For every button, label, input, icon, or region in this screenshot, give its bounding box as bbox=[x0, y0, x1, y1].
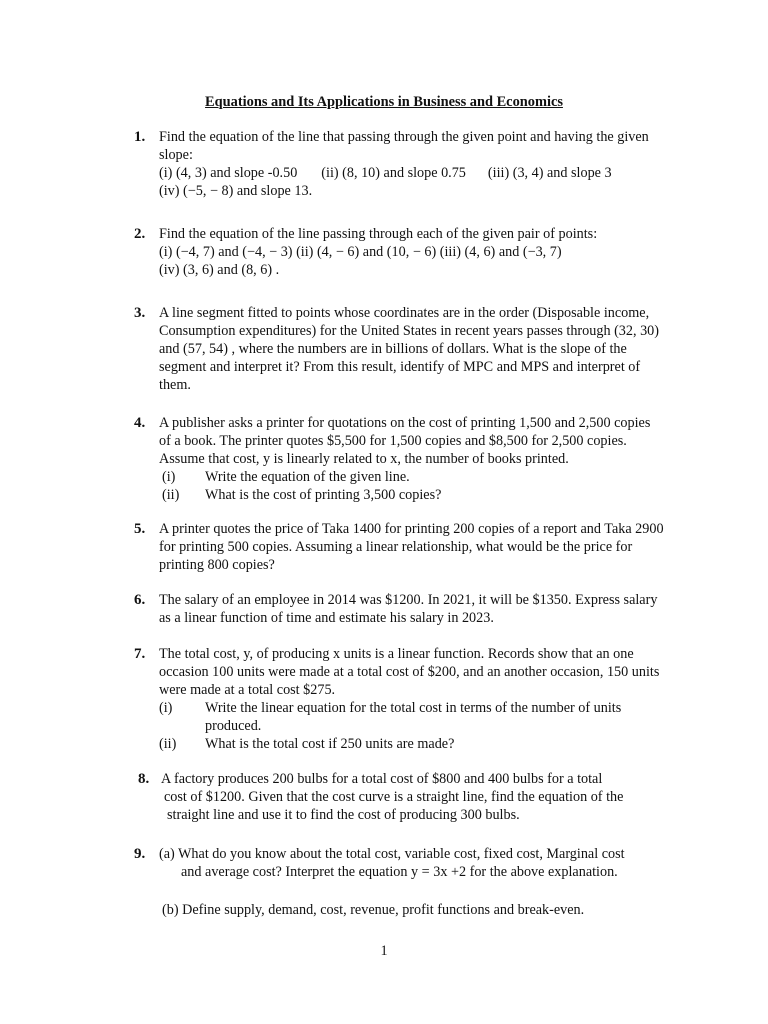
option-ii: (ii) (8, 10) and slope 0.75 bbox=[321, 165, 466, 181]
option-iv: (iv) (−5, − 8) and slope 13. bbox=[159, 183, 313, 199]
sub-question bbox=[159, 735, 664, 753]
question-text: A publisher asks a printer for quotations on the cost of printing 1,500 and 2,500 copies of a book. The printer quotes $5,500 for 1,500 copies and $8,500 for 2,500 copies. Assume that cost, y is linearly related to x, the number of books printed. bbox=[159, 415, 651, 467]
sub-label: (ii) bbox=[159, 736, 177, 752]
option-iii: (iii) (3, 4) and slope 3 bbox=[487, 165, 612, 181]
sub-text: What is the cost of printing 3,500 copies? bbox=[205, 487, 442, 503]
question-8 bbox=[138, 770, 668, 824]
question-5 bbox=[134, 520, 664, 574]
question-1 bbox=[134, 128, 664, 200]
question-text: The total cost, y, of producing x units is a linear function. Records show that an one occasion 100 units were made at a total cost of $200, and an another occasion, 150 units were made at a total cost $275. bbox=[159, 646, 660, 698]
question-6 bbox=[134, 591, 664, 627]
question-text-line: straight line and use it to find the cost of producing 300 bulbs. bbox=[167, 807, 520, 823]
question-number: 8. bbox=[138, 771, 150, 787]
question-number: 7. bbox=[134, 646, 146, 662]
question-number: 1. bbox=[134, 129, 146, 145]
page-title: Equations and Its Applications in Business and Economics bbox=[205, 94, 563, 110]
question-text-line: cost of $1200. Given that the cost curve is a straight line, find the equation of the bbox=[164, 789, 624, 805]
question-text-line: A factory produces 200 bulbs for a total cost of $800 and 400 bulbs for a total bbox=[161, 771, 603, 787]
sub-label: (i) bbox=[162, 469, 176, 485]
part-a-line: (a) What do you know about the total cost, variable cost, fixed cost, Marginal cost bbox=[159, 846, 625, 862]
question-number: 3. bbox=[134, 305, 146, 321]
option-row bbox=[159, 164, 664, 182]
sub-question bbox=[159, 486, 664, 504]
sub-text: Write the linear equation for the total cost in terms of the number of units produced. bbox=[205, 700, 622, 734]
sub-label: (i) bbox=[159, 700, 173, 716]
sub-text: What is the total cost if 250 units are made? bbox=[205, 736, 455, 752]
question-7 bbox=[134, 645, 664, 753]
question-number: 6. bbox=[134, 592, 146, 608]
option-i: (i) (4, 3) and slope -0.50 bbox=[159, 165, 298, 181]
sub-question bbox=[159, 699, 664, 735]
page-number: 1 bbox=[380, 943, 388, 959]
question-2 bbox=[134, 225, 664, 279]
question-number: 9. bbox=[134, 846, 146, 862]
question-number: 4. bbox=[134, 415, 146, 431]
question-text: The salary of an employee in 2014 was $1200. In 2021, it will be $1350. Express salary as a linear function of time and estimate his salary in 2023. bbox=[159, 592, 658, 626]
part-a-line: and average cost? Interpret the equation y = 3x +2 for the above explanation. bbox=[181, 864, 618, 880]
pair-row: (i) (−4, 7) and (−4, − 3) (ii) (4, − 6) and (10, − 6) (iii) (4, 6) and (−3, 7) bbox=[159, 244, 562, 260]
sub-question bbox=[159, 468, 664, 486]
question-text: Find the equation of the line passing through each of the given pair of points: bbox=[159, 226, 598, 242]
sub-text: Write the equation of the given line. bbox=[205, 469, 410, 485]
sub-label: (ii) bbox=[162, 487, 180, 503]
question-text: Find the equation of the line that passing through the given point and having the given slope: bbox=[159, 129, 649, 163]
question-text: A line segment fitted to points whose coordinates are in the order (Disposable income, Consumption expenditures) for the United States in recent years passes through (32, 30) and (57, 54) , where the numbers are in billions of dollars. What is the slope of the segment and interpret it? From this result, identify of MPC and MPS and interpret of them. bbox=[159, 305, 659, 393]
question-3 bbox=[134, 304, 664, 394]
question-9 bbox=[134, 845, 664, 919]
question-text: A printer quotes the price of Taka 1400 for printing 200 copies of a report and Taka 2900 for printing 500 copies. Assuming a linear relationship, what would be the price for printing 800 copies? bbox=[159, 521, 664, 573]
pair-row: (iv) (3, 6) and (8, 6) . bbox=[159, 262, 280, 278]
question-number: 2. bbox=[134, 226, 146, 242]
question-number: 5. bbox=[134, 521, 146, 537]
question-4 bbox=[134, 414, 664, 504]
part-b: (b) Define supply, demand, cost, revenue, profit functions and break-even. bbox=[162, 902, 585, 918]
